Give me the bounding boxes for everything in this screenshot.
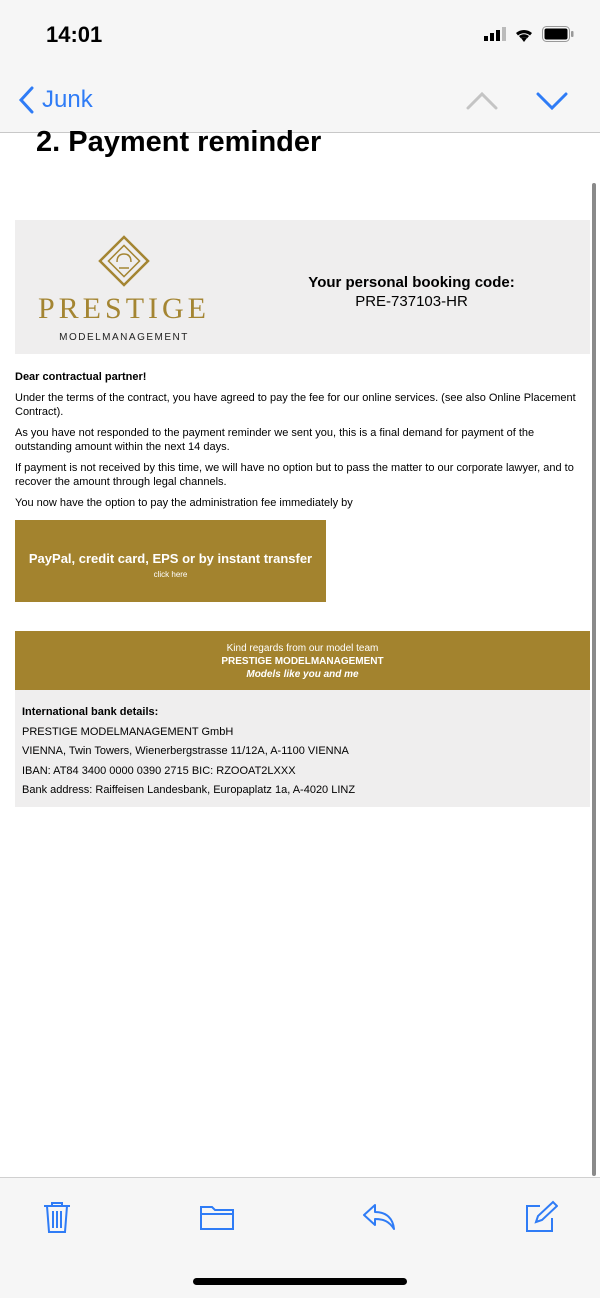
regards-line: Kind regards from our model team <box>226 643 379 654</box>
home-indicator[interactable] <box>193 1278 407 1285</box>
back-button[interactable] <box>18 86 93 114</box>
paragraph: If payment is not received by this time, we will have no option but to pass the matter to our corporate lawyer, and to recover the amount through legal channels. <box>15 461 574 488</box>
booking-code <box>233 274 590 310</box>
regards-banner <box>15 631 590 690</box>
paragraph: You now have the option to pay the administration fee immediately by <box>15 496 353 509</box>
pay-button-sublabel: click here <box>153 570 188 579</box>
brand-subtitle: MODELMANAGEMENT <box>59 332 189 343</box>
signal-icon <box>484 27 506 41</box>
bank-details-title: International bank details: <box>22 706 159 718</box>
bank-line: VIENNA, Twin Towers, Wienerbergstrasse 11/12A, A-1100 VIENNA <box>22 745 349 757</box>
wifi-icon <box>514 27 534 42</box>
booking-code-value: PRE-737103-HR <box>355 293 468 310</box>
prestige-logo <box>15 220 233 354</box>
email-subject: 2. Payment reminder <box>36 126 322 158</box>
chevron-left-icon <box>18 86 34 114</box>
email-header-banner <box>15 220 590 354</box>
regards-slogan: Models like you and me <box>246 669 359 680</box>
previous-message-chevron-up-icon[interactable] <box>466 90 498 110</box>
email-body <box>15 370 593 516</box>
back-label: Junk <box>42 86 93 113</box>
greeting: Dear contractual partner! <box>15 371 147 383</box>
reply-icon[interactable] <box>361 1202 397 1232</box>
bank-details <box>15 690 590 807</box>
bank-line: PRESTIGE MODELMANAGEMENT GmbH <box>22 725 234 738</box>
paragraph: As you have not responded to the payment reminder we sent you, this is a final demand for payment of the outstanding amount within the next 14 days. <box>15 426 535 453</box>
bank-line: IBAN: AT84 3400 0000 0390 2715 BIC: RZOOAT2LXXX <box>22 764 296 777</box>
mail-nav-bar <box>0 70 600 133</box>
scrollbar[interactable] <box>592 183 596 1176</box>
compose-icon[interactable] <box>524 1200 558 1234</box>
booking-code-label: Your personal booking code: <box>308 274 515 291</box>
regards-company: PRESTIGE MODELMANAGEMENT <box>221 656 384 667</box>
folder-icon[interactable] <box>199 1203 235 1231</box>
status-time: 14:01 <box>46 22 103 47</box>
logo-diamond-icon <box>95 232 153 290</box>
pay-button-label: PayPal, credit card, EPS or by instant transfer <box>28 551 313 566</box>
brand-name: PRESTIGE <box>37 292 210 325</box>
bank-line: Bank address: Raiffeisen Landesbank, Europaplatz 1a, A-4020 LINZ <box>22 784 356 796</box>
paragraph: Under the terms of the contract, you have agreed to pay the fee for our online services. (see also Online Placement Contract). <box>15 391 576 418</box>
pay-now-button[interactable] <box>15 520 326 602</box>
status-bar <box>0 0 600 70</box>
next-message-chevron-down-icon[interactable] <box>536 90 568 110</box>
battery-icon <box>542 26 574 42</box>
trash-icon[interactable] <box>42 1200 72 1234</box>
